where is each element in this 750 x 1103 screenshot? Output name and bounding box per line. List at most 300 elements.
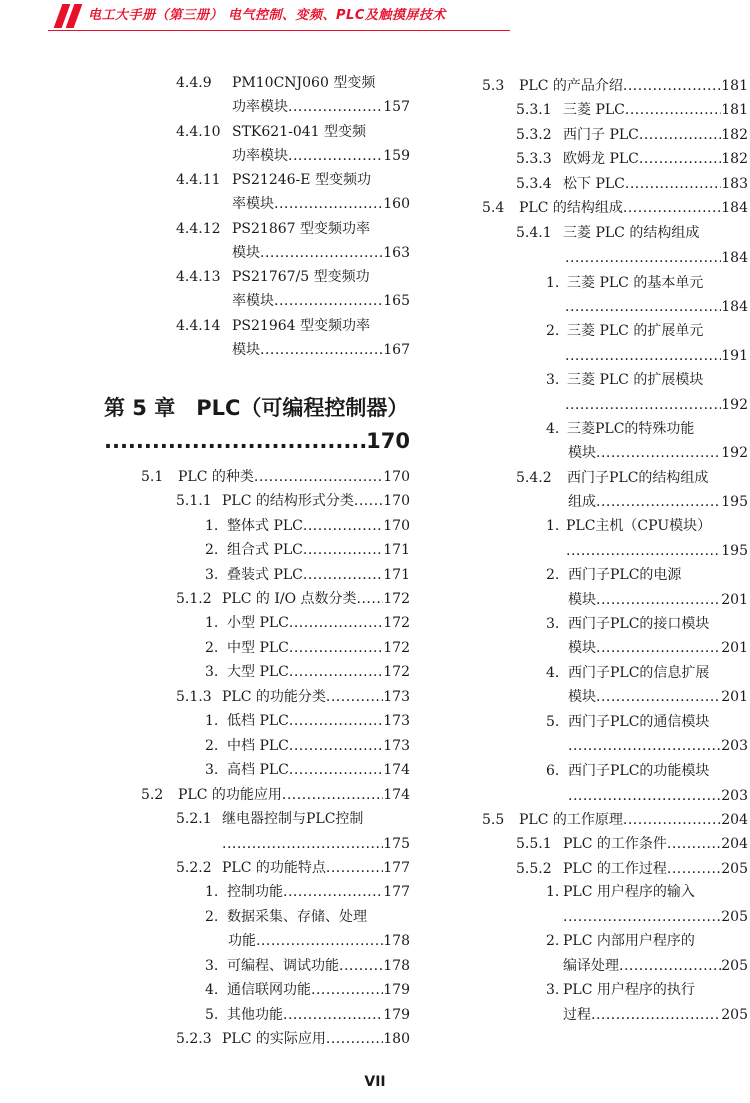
toc-entry-title: PLC 的功能特点 [222,860,326,876]
toc-entry-number: 1. [205,713,219,729]
toc-entry[interactable] [563,1003,748,1027]
toc-entry-title: PLC 的工作条件 [563,836,667,852]
dot-leader [254,465,383,489]
toc-entry-page: 174 [383,787,410,803]
toc-entry-page: 205 [721,958,748,974]
toc-entry-number: 2. [546,567,560,583]
toc-entry-number: 4.4.14 [176,318,221,334]
toc-entry-title: 三菱 PLC [563,102,625,118]
toc-entry-title: 功率模块 [232,148,288,164]
toc-entry-title: 编译处理 [563,958,619,974]
toc-entry[interactable] [568,490,748,514]
toc-entry-title: PS21246-E 型变频功 [232,172,371,188]
toc-entry-title: 模块 [568,689,596,705]
toc-entry-title: PLC 的种类 [178,469,254,485]
toc-entry-number: 1. [205,615,219,631]
toc-entry-title: PLC 内部用户程序的 [563,933,695,949]
dot-leader [623,808,721,832]
toc-entry[interactable] [176,856,410,880]
toc-entry-number: 4. [205,982,219,998]
toc-entry-title: 欧姆龙 PLC [563,151,639,167]
toc-entry[interactable] [565,344,748,368]
toc-entry-number: 5.2 [141,787,164,803]
dot-leader [289,709,383,733]
toc-entry[interactable] [546,880,748,904]
toc-entry-number: 5.1.2 [176,591,212,607]
toc-entry-number: 5. [546,714,560,730]
toc-entry-title: PLC 的 I/O 点数分类 [222,591,357,607]
toc-entry-title: 模块 [232,245,260,261]
toc-entry-number: 4. [546,665,560,681]
toc-entry-number: 4.4.10 [176,124,221,140]
toc-entry[interactable] [176,489,410,513]
toc-entry-number: 3. [546,372,560,388]
toc-entry-number: 3. [205,958,219,974]
toc-entry[interactable] [141,465,410,489]
toc-entry[interactable] [546,514,748,538]
dot-leader [623,74,721,98]
toc-entry-page: 170 [383,469,410,485]
toc-entry-page: 195 [721,494,748,510]
toc-entry[interactable] [176,807,410,831]
toc-entry[interactable] [565,295,748,319]
toc-entry[interactable] [232,144,410,168]
toc-entry-number: 5.4.1 [516,225,552,241]
header-title: 电工大手册（第三册） 电气控制、变频、PLC及触摸屏技术 [88,8,446,23]
toc-entry[interactable] [232,95,410,119]
toc-entry-number: 4.4.13 [176,269,221,285]
dot-leader [619,954,721,978]
toc-entry[interactable] [565,393,748,417]
toc-entry-title: 西门子PLC的通信模块 [568,714,710,730]
dot-leader [288,144,383,168]
dot-leader [256,929,383,953]
toc-entry[interactable] [205,880,410,904]
toc-entry[interactable] [205,1003,410,1027]
toc-entry-number: 5.4.2 [516,470,552,486]
toc-entry-number: 3. [546,616,560,632]
toc-entry-title: 其他功能 [227,1007,283,1023]
toc-entry-page: 171 [383,542,410,558]
toc-entry[interactable] [546,563,748,587]
toc-entry[interactable] [205,734,410,758]
toc-entry-title: 大型 PLC [227,664,289,680]
toc-entry[interactable] [232,241,410,265]
dot-leader [596,685,721,709]
toc-entry-page: 165 [383,293,410,309]
toc-entry[interactable] [568,784,748,808]
toc-entry-number: 2. [205,738,219,754]
toc-entry[interactable] [222,832,410,856]
toc-entry-number: 5.3.3 [516,151,552,167]
toc-entry-number: 5.3 [482,78,505,94]
toc-entry[interactable] [568,636,748,660]
toc-entry-title: 三菱 PLC 的扩展模块 [567,372,704,388]
toc-entry-title: PLC 的工作过程 [563,861,667,877]
toc-entry-page: 203 [721,738,748,754]
toc-entry-title: 功能 [228,933,256,949]
toc-entry-title: 率模块 [232,293,274,309]
toc-entry[interactable] [205,978,410,1002]
toc-entry-page: 195 [721,543,748,559]
dot-leader [591,1003,721,1027]
toc-entry-title: 数据采集、存储、处理 [227,909,367,925]
toc-entry-title: 组成 [568,494,596,510]
toc-entry-page: 205 [721,861,748,877]
toc-entry-number: 2. [205,909,219,925]
toc-entry[interactable] [566,539,748,563]
toc-entry-page: 179 [383,982,410,998]
toc-entry-number: 5.2.1 [176,811,212,827]
toc-entry-title: 过程 [563,1007,591,1023]
toc-entry-title: PS21867 型变频功率 [232,221,370,237]
toc-entry-page: 180 [383,1031,410,1047]
toc-entry[interactable] [546,368,748,392]
toc-entry-page: 177 [383,860,410,876]
dot-leader [596,636,721,660]
toc-entry-page: 170 [383,493,410,509]
toc-entry-title: 整体式 PLC [227,518,303,534]
toc-entry-page: 170 [383,518,410,534]
dot-leader [274,192,383,216]
toc-entry[interactable] [205,758,410,782]
dot-leader [303,538,383,562]
toc-entry-page: 160 [383,196,410,212]
toc-entry-number: 1. [546,275,560,291]
toc-entry[interactable] [205,709,410,733]
toc-entry-page: 184 [721,250,748,266]
toc-entry[interactable] [205,538,410,562]
dot-leader [623,196,721,220]
toc-entry-title: 模块 [568,445,596,461]
toc-entry-number: 5.3.4 [516,176,552,192]
dot-leader [282,783,383,807]
toc-entry-page: 204 [721,812,748,828]
dot-leader [565,344,721,368]
dot-leader [104,424,366,458]
toc-entry-number: 5.3.1 [516,102,552,118]
toc-entry-title: PLC 的工作原理 [519,812,623,828]
dot-leader [625,98,721,122]
toc-entry-number: 3. [205,567,219,583]
toc-entry[interactable] [482,74,748,98]
toc-entry-page: 174 [383,762,410,778]
toc-entry-number: 5.1.3 [176,689,212,705]
toc-entry-title: 低档 PLC [227,713,289,729]
toc-entry-title: 中档 PLC [227,738,289,754]
dot-leader [354,489,383,513]
toc-entry-page: 157 [383,99,410,115]
toc-entry-number: 3. [546,982,560,998]
toc-entry-page: 172 [383,664,410,680]
toc-entry[interactable] [205,905,410,929]
toc-entry-title: STK621-041 型变频 [232,124,367,140]
toc-entry-title: 三菱PLC的特殊功能 [567,421,695,437]
toc-entry-page: 204 [721,836,748,852]
toc-entry-number: 4. [546,421,560,437]
toc-entry[interactable] [516,466,748,490]
toc-entry[interactable] [568,441,748,465]
toc-entry[interactable] [176,1027,410,1051]
dot-leader [274,289,383,313]
toc-entry-page: 159 [383,148,410,164]
toc-entry-page: 167 [383,342,410,358]
toc-entry[interactable] [205,514,410,538]
toc-entry-number: 5.2.2 [176,860,212,876]
dot-leader [303,514,383,538]
toc-entry-title: 模块 [568,592,596,608]
dot-leader [568,784,721,808]
toc-entry[interactable] [176,265,410,289]
toc-entry-title: 松下 PLC [563,176,625,192]
dot-leader [222,832,383,856]
chapter-title-leader[interactable] [104,424,410,458]
dot-leader [289,611,383,635]
toc-entry-title: 小型 PLC [227,615,289,631]
dot-leader [667,857,721,881]
toc-entry-number: 5.2.3 [176,1031,212,1047]
toc-entry[interactable] [205,611,410,635]
toc-entry[interactable] [546,978,748,1002]
toc-entry-page: 184 [721,200,748,216]
toc-entry[interactable] [176,314,410,338]
dot-leader [566,539,721,563]
toc-entry-title: PLC 用户程序的执行 [563,982,695,998]
toc-entry-page: 205 [721,909,748,925]
toc-entry-title: 三菱 PLC 的结构组成 [563,225,700,241]
toc-entry-title: PLC 的产品介绍 [519,78,623,94]
toc-entry-number: 2. [546,933,560,949]
toc-entry-page: 177 [383,884,410,900]
toc-entry[interactable] [546,417,748,441]
toc-entry[interactable] [482,808,748,832]
toc-entry[interactable] [141,783,410,807]
toc-entry-title: 可编程、调试功能 [227,958,339,974]
toc-entry-title: 控制功能 [227,884,283,900]
dot-leader [639,147,721,171]
toc-entry[interactable] [546,759,748,783]
toc-entry-title: 三菱 PLC 的扩展单元 [567,323,704,339]
toc-entry-page: 184 [721,299,748,315]
toc-entry[interactable] [516,147,748,171]
dot-leader [568,734,721,758]
dot-leader [596,441,721,465]
dot-leader [283,1003,383,1027]
toc-entry[interactable] [546,319,748,343]
toc-entry[interactable] [176,685,410,709]
toc-entry-page: 205 [721,1007,748,1023]
dot-leader [289,734,383,758]
dot-leader [260,338,383,362]
toc-entry[interactable] [516,832,748,856]
toc-entry-number: 1. [546,518,560,534]
toc-entry-number: 5.1 [141,469,164,485]
toc-entry-title: PLC 的功能分类 [222,689,326,705]
toc-entry[interactable] [516,123,748,147]
toc-entry-page: 172 [383,640,410,656]
toc-entry-number: 4.4.11 [176,172,221,188]
dot-leader [289,636,383,660]
toc-entry-number: 6. [546,763,560,779]
toc-entry[interactable] [176,217,410,241]
toc-entry[interactable] [176,71,410,95]
toc-entry-number: 2. [205,640,219,656]
toc-entry[interactable] [176,120,410,144]
toc-entry-title: 高档 PLC [227,762,289,778]
toc-entry-title: 组合式 PLC [227,542,303,558]
dot-leader [303,563,383,587]
toc-entry-number: 5.5 [482,812,505,828]
toc-entry[interactable] [546,710,748,734]
toc-entry-page: 178 [383,958,410,974]
chapter-page: 170 [366,429,410,453]
toc-entry[interactable] [546,929,748,953]
toc-entry-title: 西门子PLC的电源 [568,567,682,583]
toc-entry-page: 191 [721,348,748,364]
toc-entry-page: 173 [383,738,410,754]
toc-entry[interactable] [516,172,748,196]
dot-leader [283,880,383,904]
toc-entry-page: 182 [721,151,748,167]
toc-entry-page: 172 [383,615,410,631]
toc-entry-number: 5.5.2 [516,861,552,877]
dot-leader [339,954,383,978]
toc-entry[interactable] [546,271,748,295]
toc-entry[interactable] [205,636,410,660]
toc-entry[interactable] [565,246,748,270]
toc-entry[interactable] [563,905,748,929]
toc-entry-title: 功率模块 [232,99,288,115]
toc-entry-title: PLC 的结构组成 [519,200,623,216]
toc-entry-title: 模块 [568,640,596,656]
toc-entry-page: 192 [721,397,748,413]
toc-entry[interactable] [205,563,410,587]
toc-entry-number: 5.4 [482,200,505,216]
toc-entry-title: 中型 PLC [227,640,289,656]
toc-entry[interactable] [546,661,748,685]
toc-entry[interactable] [546,612,748,636]
toc-entry[interactable] [176,587,410,611]
dot-leader [565,295,721,319]
toc-entry[interactable] [228,929,410,953]
toc-entry[interactable] [205,660,410,684]
toc-entry-number: 2. [205,542,219,558]
toc-entry-page: 183 [721,176,748,192]
toc-entry-page: 192 [721,445,748,461]
toc-entry[interactable] [516,221,748,245]
toc-entry[interactable] [568,734,748,758]
toc-entry-number: 1. [205,518,219,534]
toc-entry-number: 5.3.2 [516,127,552,143]
toc-entry-page: 175 [383,836,410,852]
toc-entry-title: 西门子PLC的接口模块 [568,616,710,632]
toc-entry-title: 模块 [232,342,260,358]
toc-entry[interactable] [205,954,410,978]
toc-entry-title: 通信联网功能 [227,982,311,998]
toc-entry[interactable] [516,857,748,881]
toc-entry-number: 1. [546,884,560,900]
dot-leader [289,758,383,782]
toc-entry-page: 201 [721,592,748,608]
toc-entry[interactable] [232,338,410,362]
dot-leader [357,587,384,611]
toc-entry-page: 173 [383,689,410,705]
toc-entry-page: 173 [383,713,410,729]
toc-entry-title: 西门子PLC的结构组成 [567,470,709,486]
toc-entry-title: 叠装式 PLC [227,567,303,583]
dot-leader [667,832,721,856]
dot-leader [260,241,383,265]
dot-leader [625,172,721,196]
toc-entry-number: 4.4.12 [176,221,221,237]
toc-entry-title: 西门子PLC的信息扩展 [568,665,710,681]
toc-entry[interactable] [568,685,748,709]
dot-leader [565,246,721,270]
header-rule [48,30,510,31]
toc-entry-title: PS21767/5 型变频功 [232,269,370,285]
toc-entry-page: 181 [721,78,748,94]
toc-entry-page: 203 [721,788,748,804]
toc-entry-page: 171 [383,567,410,583]
toc-entry-title: PLC 的实际应用 [222,1031,326,1047]
toc-entry-title: 率模块 [232,196,274,212]
toc-entry-title: 继电器控制与PLC控制 [222,811,364,827]
toc-entry-title: 西门子PLC的功能模块 [568,763,710,779]
dot-leader [289,660,383,684]
toc-entry-number: 3. [205,762,219,778]
toc-entry-title: 三菱 PLC 的基本单元 [567,275,704,291]
dot-leader [596,588,721,612]
toc-entry-title: PS21964 型变频功率 [232,318,370,334]
toc-entry-title: PLC 的结构形式分类 [222,493,354,509]
page-number: VII [364,1074,386,1090]
toc-entry-number: 2. [546,323,560,339]
toc-entry[interactable] [482,196,748,220]
dot-leader [639,123,721,147]
chapter-title[interactable]: 第 5 章 PLC（可编程控制器） [104,396,409,420]
dot-leader [326,1027,383,1051]
toc-entry[interactable] [568,588,748,612]
toc-entry-page: 172 [383,591,410,607]
toc-entry-number: 3. [205,664,219,680]
toc-entry-title: PM10CNJ060 型变频 [232,75,376,91]
dot-leader [326,856,383,880]
toc-entry-number: 4.4.9 [176,75,212,91]
toc-entry-page: 181 [721,102,748,118]
toc-entry-page: 182 [721,127,748,143]
toc-entry-number: 1. [205,884,219,900]
toc-entry-title: PLC主机（CPU模块） [566,518,712,534]
dot-leader [326,685,383,709]
toc-entry-number: 5.1.1 [176,493,212,509]
toc-entry[interactable] [232,192,410,216]
dot-leader [565,393,721,417]
dot-leader [563,905,721,929]
running-header [0,0,750,40]
toc-entry-page: 163 [383,245,410,261]
toc-entry-number: 5.5.1 [516,836,552,852]
toc-entry[interactable] [516,98,748,122]
toc-entry-page: 201 [721,689,748,705]
toc-entry-title: 西门子 PLC [563,127,639,143]
dot-leader [311,978,383,1002]
toc-entry-page: 201 [721,640,748,656]
dot-leader [288,95,383,119]
toc-entry[interactable] [232,289,410,313]
toc-entry-page: 179 [383,1007,410,1023]
toc-entry[interactable] [563,954,748,978]
toc-entry[interactable] [176,168,410,192]
